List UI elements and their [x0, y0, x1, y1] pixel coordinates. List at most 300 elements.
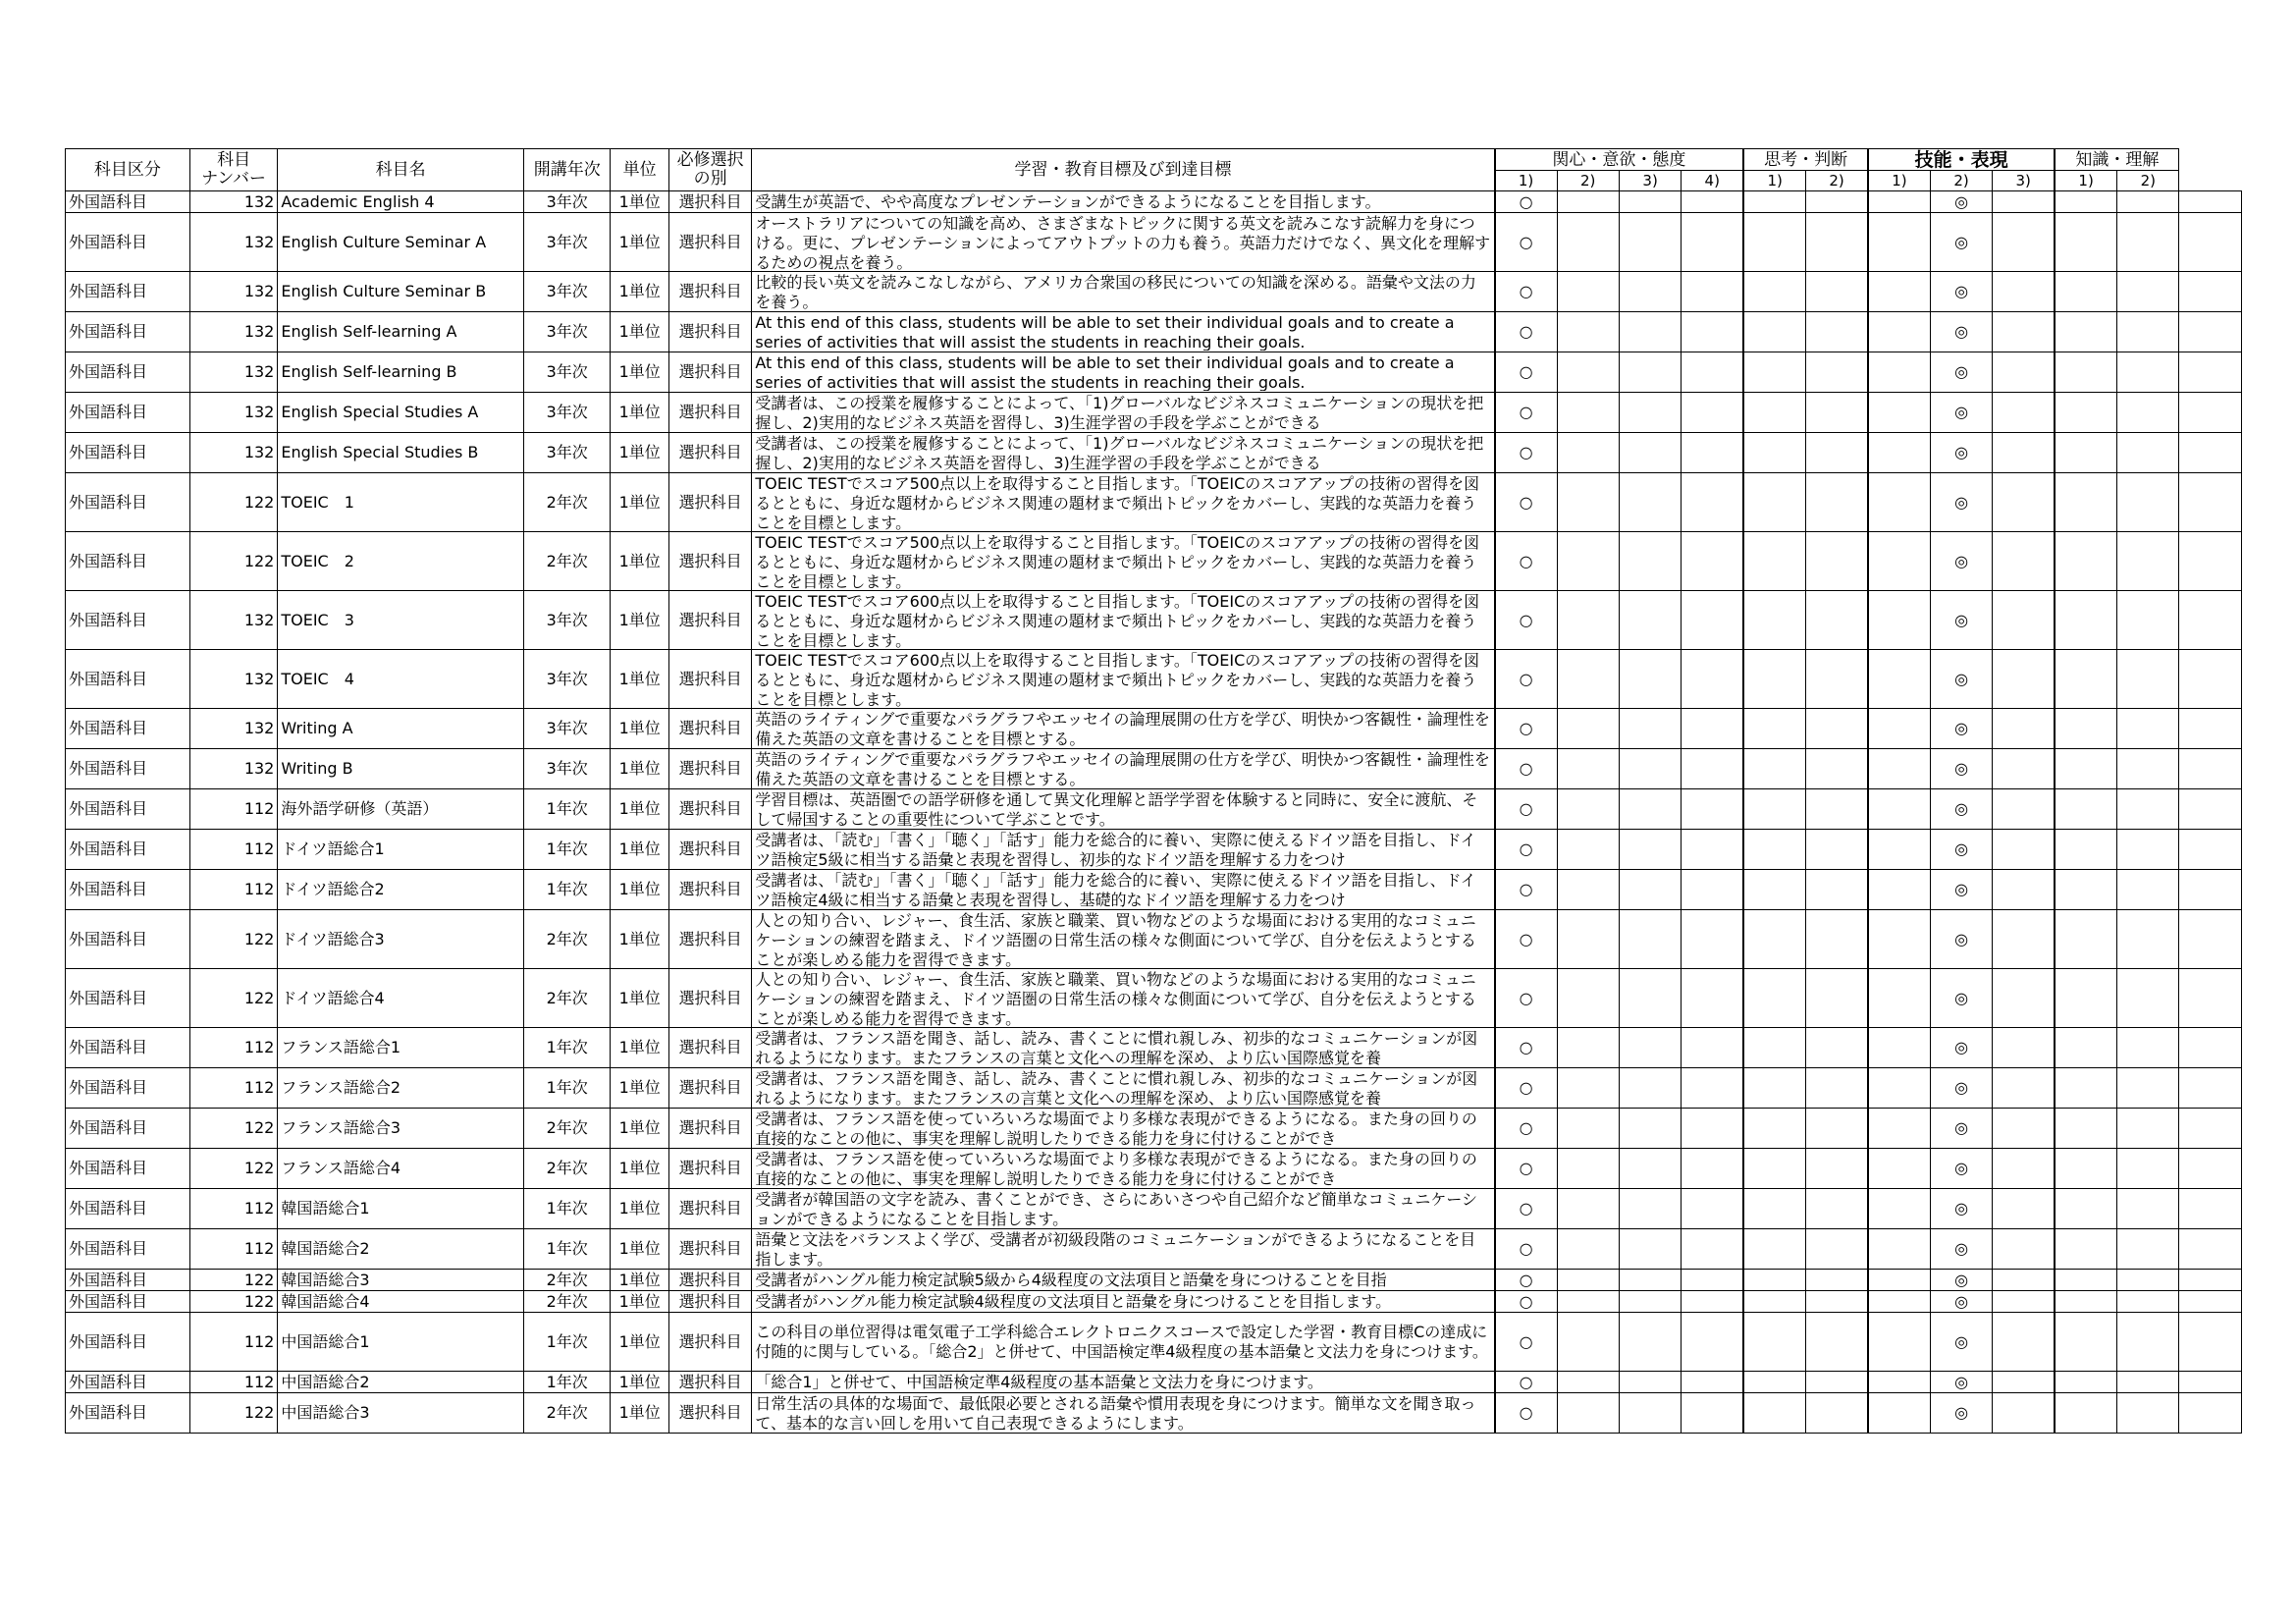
cell-credit: 1単位 — [611, 352, 668, 393]
goal-text: 日常生活の具体的な場面で、最低限必要とされる語彙や慣用表現を身につけます。簡単な文を聞き取って、基本的な言い回しを用いて自己表現できるようにします。 — [755, 1394, 1476, 1432]
mark-circle: ○ — [1495, 1229, 1557, 1270]
cell-mark — [2055, 272, 2116, 312]
table-row — [66, 312, 2242, 352]
cell-mark — [2179, 910, 2242, 969]
cell-mark — [2055, 591, 2116, 650]
goal-text: 受講者は、この授業を履修することによって、「1)グローバルなビジネスコミュニケーションの現状を把握し、2)実用的なビジネス英語を習得し、3)生涯学習の手段を学ぶことができる — [755, 434, 1484, 471]
cell-credit: 1単位 — [611, 789, 668, 830]
mark-circle: ○ — [1495, 1372, 1557, 1393]
cell-mark — [2117, 352, 2179, 393]
cell-mark — [2055, 433, 2116, 473]
cell-course-name: English Culture Seminar B — [278, 272, 524, 312]
cell-course-name: TOEIC 4 — [278, 650, 524, 709]
cell-mark — [1619, 1028, 1681, 1068]
goal-text: 受講者がハングル能力検定試験4級程度の文法項目と語彙を身につけることを目指します。 — [755, 1292, 1392, 1311]
cell-mark — [2117, 1149, 2179, 1189]
cell-mark — [1682, 473, 1743, 532]
cell-goal — [752, 830, 1495, 870]
mark-double-circle: ◎ — [1930, 312, 1992, 352]
cell-mark — [2117, 473, 2179, 532]
header-sub: 1) — [1495, 171, 1557, 191]
cell-category: 外国語科目 — [66, 1149, 190, 1189]
header-sub: 4) — [1682, 171, 1743, 191]
cell-credit: 1単位 — [611, 749, 668, 789]
cell-category: 外国語科目 — [66, 910, 190, 969]
cell-mark — [1557, 969, 1619, 1028]
cell-credit: 1単位 — [611, 1189, 668, 1229]
cell-mark — [2117, 789, 2179, 830]
cell-mark — [1682, 830, 1743, 870]
mark-double-circle: ◎ — [1930, 969, 1992, 1028]
cell-mark — [1868, 1270, 1930, 1291]
cell-credit: 1単位 — [611, 650, 668, 709]
cell-category: 外国語科目 — [66, 1028, 190, 1068]
cell-mark — [1743, 1393, 1805, 1434]
cell-goal — [752, 1068, 1495, 1109]
cell-credit: 1単位 — [611, 870, 668, 910]
cell-credit: 1単位 — [611, 1291, 668, 1313]
cell-mark — [1743, 1189, 1805, 1229]
header-name: 科目名 — [278, 149, 524, 191]
mark-double-circle: ◎ — [1930, 830, 1992, 870]
cell-year: 1年次 — [523, 870, 611, 910]
cell-mark — [2117, 1028, 2179, 1068]
header-sub: 1) — [2055, 171, 2116, 191]
table-row — [66, 433, 2242, 473]
cell-mark — [1619, 910, 1681, 969]
cell-mark — [1868, 191, 1930, 213]
cell-mark — [1682, 191, 1743, 213]
cell-mark — [1743, 1109, 1805, 1149]
mark-double-circle: ◎ — [1930, 213, 1992, 272]
cell-mark — [1682, 709, 1743, 749]
cell-required: 選択科目 — [668, 1372, 752, 1393]
cell-mark — [2055, 1291, 2116, 1313]
cell-mark — [1868, 830, 1930, 870]
cell-year: 3年次 — [523, 433, 611, 473]
cell-mark — [1682, 1313, 1743, 1372]
cell-mark — [2055, 1313, 2116, 1372]
cell-mark — [1993, 1068, 2055, 1109]
cell-mark — [1557, 312, 1619, 352]
mark-double-circle: ◎ — [1930, 1109, 1992, 1149]
cell-mark — [1806, 969, 1868, 1028]
cell-mark — [1743, 393, 1805, 433]
cell-course-name: Writing A — [278, 709, 524, 749]
table-row — [66, 1372, 2242, 1393]
cell-mark — [1619, 1068, 1681, 1109]
cell-mark — [1868, 709, 1930, 749]
cell-mark — [1806, 709, 1868, 749]
table-row — [66, 709, 2242, 749]
cell-course-name: フランス語総合2 — [278, 1068, 524, 1109]
cell-mark — [2117, 749, 2179, 789]
cell-mark — [2179, 532, 2242, 591]
cell-mark — [2179, 1291, 2242, 1313]
cell-mark — [1743, 830, 1805, 870]
cell-mark — [2179, 433, 2242, 473]
cell-mark — [1619, 272, 1681, 312]
cell-required: 選択科目 — [668, 650, 752, 709]
cell-mark — [2179, 191, 2242, 213]
cell-mark — [1557, 1028, 1619, 1068]
cell-mark — [1619, 473, 1681, 532]
cell-required: 選択科目 — [668, 433, 752, 473]
cell-category: 外国語科目 — [66, 473, 190, 532]
cell-mark — [1993, 1270, 2055, 1291]
cell-mark — [1682, 1149, 1743, 1189]
header-group-thinking: 思考・判断 — [1743, 149, 1868, 171]
goal-text: この科目の単位習得は電気電子工学科総合エレクトロニクスコースで設定した学習・教育目標Cの達成に付随的に関与している。「総合2」と併せて、中国語検定準4級程度の基本語彙と文法力を身につけます。 — [755, 1322, 1488, 1361]
cell-mark — [2117, 969, 2179, 1028]
mark-double-circle: ◎ — [1930, 272, 1992, 312]
goal-text: TOEIC TESTでスコア600点以上を取得すること目指します。「TOEICのスコアアップの技術の習得を図るとともに、身近な題材からビジネス関連の題材まで頻出トピックをカバーし、実践的な英語力を養うことを目標とします。 — [755, 592, 1480, 648]
cell-mark — [2117, 532, 2179, 591]
cell-mark — [1557, 1313, 1619, 1372]
cell-number: 122 — [189, 473, 278, 532]
cell-year: 1年次 — [523, 1068, 611, 1109]
cell-mark — [2179, 1149, 2242, 1189]
cell-goal — [752, 870, 1495, 910]
cell-year: 3年次 — [523, 393, 611, 433]
cell-goal — [752, 1291, 1495, 1313]
mark-double-circle: ◎ — [1930, 1068, 1992, 1109]
cell-mark — [1557, 1270, 1619, 1291]
cell-category: 外国語科目 — [66, 393, 190, 433]
cell-mark — [2179, 1372, 2242, 1393]
cell-number: 122 — [189, 532, 278, 591]
cell-mark — [1619, 433, 1681, 473]
cell-mark — [1619, 1189, 1681, 1229]
cell-mark — [1743, 191, 1805, 213]
cell-mark — [1557, 830, 1619, 870]
mark-double-circle: ◎ — [1930, 1291, 1992, 1313]
cell-course-name: 韓国語総合1 — [278, 1189, 524, 1229]
cell-mark — [2117, 1229, 2179, 1270]
cell-mark — [2117, 191, 2179, 213]
cell-mark — [2179, 213, 2242, 272]
table-row — [66, 650, 2242, 709]
cell-mark — [1619, 393, 1681, 433]
cell-required: 選択科目 — [668, 789, 752, 830]
cell-mark — [1868, 1109, 1930, 1149]
table-row — [66, 1149, 2242, 1189]
cell-mark — [1868, 393, 1930, 433]
cell-mark — [1682, 272, 1743, 312]
cell-required: 選択科目 — [668, 1028, 752, 1068]
cell-mark — [1993, 1028, 2055, 1068]
mark-circle: ○ — [1495, 312, 1557, 352]
cell-mark — [1557, 473, 1619, 532]
cell-required: 選択科目 — [668, 393, 752, 433]
cell-mark — [1743, 312, 1805, 352]
cell-mark — [1743, 1229, 1805, 1270]
cell-category: 外国語科目 — [66, 709, 190, 749]
cell-mark — [2117, 910, 2179, 969]
cell-number: 112 — [189, 870, 278, 910]
cell-mark — [2055, 749, 2116, 789]
cell-mark — [1993, 709, 2055, 749]
cell-year: 1年次 — [523, 1313, 611, 1372]
mark-double-circle: ◎ — [1930, 1229, 1992, 1270]
cell-mark — [1993, 312, 2055, 352]
goal-text: 受講者は、「読む」「書く」「聴く」「話す」能力を総合的に養い、実際に使えるドイツ語を目指し、ドイツ語検定5級に相当する語彙と表現を習得し、初歩的なドイツ語を理解する力をつけ — [755, 831, 1476, 868]
cell-mark — [1557, 709, 1619, 749]
cell-goal — [752, 1229, 1495, 1270]
table-row — [66, 1270, 2242, 1291]
cell-goal — [752, 591, 1495, 650]
cell-category: 外国語科目 — [66, 1393, 190, 1434]
cell-mark — [1806, 352, 1868, 393]
cell-mark — [1868, 1313, 1930, 1372]
cell-category: 外国語科目 — [66, 1270, 190, 1291]
cell-mark — [1619, 830, 1681, 870]
goal-text: 語彙と文法をバランスよく学び、受講者が初級段階のコミュニケーションができるようになることを目指します。 — [755, 1230, 1476, 1268]
mark-circle: ○ — [1495, 1149, 1557, 1189]
table-row — [66, 272, 2242, 312]
table-row — [66, 1068, 2242, 1109]
cell-mark — [1682, 393, 1743, 433]
cell-mark — [1619, 1291, 1681, 1313]
cell-mark — [1806, 1149, 1868, 1189]
cell-mark — [1806, 870, 1868, 910]
cell-mark — [1868, 969, 1930, 1028]
cell-mark — [2055, 1028, 2116, 1068]
cell-category: 外国語科目 — [66, 749, 190, 789]
cell-mark — [1619, 709, 1681, 749]
cell-year: 3年次 — [523, 213, 611, 272]
cell-mark — [1806, 1229, 1868, 1270]
cell-mark — [1619, 1313, 1681, 1372]
cell-required: 選択科目 — [668, 213, 752, 272]
cell-goal — [752, 433, 1495, 473]
cell-credit: 1単位 — [611, 591, 668, 650]
cell-year: 2年次 — [523, 969, 611, 1028]
cell-mark — [1743, 1149, 1805, 1189]
cell-mark — [1868, 1229, 1930, 1270]
cell-category: 外国語科目 — [66, 1229, 190, 1270]
cell-mark — [1682, 352, 1743, 393]
cell-mark — [1806, 433, 1868, 473]
table-row — [66, 870, 2242, 910]
cell-credit: 1単位 — [611, 1393, 668, 1434]
cell-number: 132 — [189, 352, 278, 393]
cell-mark — [1557, 433, 1619, 473]
cell-mark — [1868, 591, 1930, 650]
mark-double-circle: ◎ — [1930, 1270, 1992, 1291]
cell-category: 外国語科目 — [66, 213, 190, 272]
cell-number: 132 — [189, 650, 278, 709]
cell-mark — [2179, 650, 2242, 709]
cell-mark — [1682, 591, 1743, 650]
cell-goal — [752, 1270, 1495, 1291]
mark-circle: ○ — [1495, 830, 1557, 870]
cell-goal — [752, 352, 1495, 393]
cell-credit: 1単位 — [611, 910, 668, 969]
cell-mark — [2179, 749, 2242, 789]
cell-mark — [2117, 709, 2179, 749]
cell-category: 外国語科目 — [66, 870, 190, 910]
cell-number: 112 — [189, 1189, 278, 1229]
cell-required: 選択科目 — [668, 1189, 752, 1229]
cell-goal — [752, 709, 1495, 749]
table-body — [66, 191, 2242, 1434]
mark-double-circle: ◎ — [1930, 433, 1992, 473]
cell-mark — [1993, 191, 2055, 213]
cell-mark — [1868, 473, 1930, 532]
cell-mark — [1868, 1028, 1930, 1068]
cell-mark — [1993, 1313, 2055, 1372]
table-row — [66, 1291, 2242, 1313]
cell-number: 122 — [189, 1291, 278, 1313]
cell-required: 選択科目 — [668, 1229, 752, 1270]
table-row — [66, 591, 2242, 650]
cell-year: 2年次 — [523, 473, 611, 532]
mark-double-circle: ◎ — [1930, 352, 1992, 393]
cell-mark — [2055, 969, 2116, 1028]
cell-mark — [1682, 969, 1743, 1028]
mark-circle: ○ — [1495, 1028, 1557, 1068]
cell-course-name: ドイツ語総合4 — [278, 969, 524, 1028]
cell-goal — [752, 213, 1495, 272]
cell-mark — [2117, 1393, 2179, 1434]
cell-mark — [1993, 473, 2055, 532]
goal-text: 学習目標は、英語圏での語学研修を通して異文化理解と語学学習を体験すると同時に、安全に渡航、そして帰国することの重要性について学ぶことです。 — [755, 790, 1478, 828]
cell-year: 3年次 — [523, 352, 611, 393]
cell-mark — [1868, 272, 1930, 312]
mark-circle: ○ — [1495, 1189, 1557, 1229]
cell-mark — [1868, 352, 1930, 393]
cell-number: 122 — [189, 1109, 278, 1149]
cell-course-name: ドイツ語総合3 — [278, 910, 524, 969]
mark-double-circle: ◎ — [1930, 910, 1992, 969]
cell-mark — [1743, 1372, 1805, 1393]
mark-circle: ○ — [1495, 191, 1557, 213]
cell-year: 3年次 — [523, 650, 611, 709]
cell-required: 選択科目 — [668, 591, 752, 650]
cell-category: 外国語科目 — [66, 191, 190, 213]
cell-mark — [1993, 870, 2055, 910]
cell-mark — [2179, 969, 2242, 1028]
mark-double-circle: ◎ — [1930, 650, 1992, 709]
cell-course-name: 中国語総合3 — [278, 1393, 524, 1434]
cell-mark — [1743, 352, 1805, 393]
cell-mark — [2055, 910, 2116, 969]
cell-goal — [752, 969, 1495, 1028]
cell-mark — [2117, 870, 2179, 910]
cell-mark — [1993, 433, 2055, 473]
table-row — [66, 1393, 2242, 1434]
cell-mark — [2055, 312, 2116, 352]
mark-circle: ○ — [1495, 1270, 1557, 1291]
header-group-knowledge: 知識・理解 — [2055, 149, 2179, 171]
goal-text: 受講者が韓国語の文字を読み、書くことができ、さらにあいさつや自己紹介など簡単なコミュニケーションができるようになることを目指します。 — [755, 1190, 1478, 1227]
cell-goal — [752, 789, 1495, 830]
cell-course-name: Academic English 4 — [278, 191, 524, 213]
cell-mark — [1743, 709, 1805, 749]
cell-number: 132 — [189, 433, 278, 473]
table-row — [66, 473, 2242, 532]
cell-year: 2年次 — [523, 1393, 611, 1434]
cell-mark — [1993, 830, 2055, 870]
cell-mark — [1682, 1109, 1743, 1149]
cell-required: 選択科目 — [668, 830, 752, 870]
cell-mark — [1743, 749, 1805, 789]
cell-mark — [1619, 1109, 1681, 1149]
goal-text: TOEIC TESTでスコア500点以上を取得すること目指します。「TOEICのスコアアップの技術の習得を図るとともに、身近な題材からビジネス関連の題材まで頻出トピックをカバーし、実践的な英語力を養うことを目標とします。 — [755, 474, 1480, 530]
mark-circle: ○ — [1495, 749, 1557, 789]
table-row — [66, 969, 2242, 1028]
cell-course-name: TOEIC 2 — [278, 532, 524, 591]
cell-course-name: 海外語学研修（英語） — [278, 789, 524, 830]
cell-year: 3年次 — [523, 191, 611, 213]
cell-mark — [1557, 789, 1619, 830]
mark-circle: ○ — [1495, 272, 1557, 312]
cell-number: 132 — [189, 709, 278, 749]
cell-mark — [1743, 789, 1805, 830]
cell-category: 外国語科目 — [66, 1189, 190, 1229]
cell-mark — [1806, 1109, 1868, 1149]
header-sub: 2) — [2117, 171, 2179, 191]
cell-mark — [1806, 1393, 1868, 1434]
cell-required: 選択科目 — [668, 1270, 752, 1291]
mark-circle: ○ — [1495, 969, 1557, 1028]
cell-course-name: 中国語総合2 — [278, 1372, 524, 1393]
cell-number: 112 — [189, 789, 278, 830]
cell-mark — [1993, 1372, 2055, 1393]
cell-mark — [2055, 1189, 2116, 1229]
cell-mark — [1743, 473, 1805, 532]
header-sub: 3) — [1993, 171, 2055, 191]
cell-mark — [1557, 870, 1619, 910]
cell-mark — [1557, 1068, 1619, 1109]
cell-mark — [1619, 1270, 1681, 1291]
cell-mark — [1619, 213, 1681, 272]
goal-text: 受講者は、この授業を履修することによって、「1)グローバルなビジネスコミュニケーションの現状を把握し、2)実用的なビジネス英語を習得し、3)生涯学習の手段を学ぶことができる — [755, 394, 1484, 431]
cell-mark — [2117, 1372, 2179, 1393]
cell-required: 選択科目 — [668, 870, 752, 910]
cell-mark — [1557, 910, 1619, 969]
mark-circle: ○ — [1495, 393, 1557, 433]
cell-mark — [1806, 393, 1868, 433]
cell-mark — [1993, 650, 2055, 709]
cell-goal — [752, 272, 1495, 312]
cell-required: 選択科目 — [668, 473, 752, 532]
cell-number: 132 — [189, 591, 278, 650]
header-year: 開講年次 — [523, 149, 611, 191]
cell-category: 外国語科目 — [66, 650, 190, 709]
cell-number: 112 — [189, 1313, 278, 1372]
cell-number: 132 — [189, 191, 278, 213]
cell-mark — [1868, 1189, 1930, 1229]
cell-year: 2年次 — [523, 1270, 611, 1291]
cell-mark — [2055, 789, 2116, 830]
cell-course-name: 韓国語総合3 — [278, 1270, 524, 1291]
cell-mark — [2055, 191, 2116, 213]
cell-required: 選択科目 — [668, 532, 752, 591]
cell-category: 外国語科目 — [66, 532, 190, 591]
cell-mark — [1557, 1372, 1619, 1393]
cell-category: 外国語科目 — [66, 969, 190, 1028]
cell-mark — [1743, 532, 1805, 591]
cell-mark — [1682, 910, 1743, 969]
header-number: 科目 ナンバー — [189, 149, 278, 191]
cell-mark — [1806, 650, 1868, 709]
cell-category: 外国語科目 — [66, 789, 190, 830]
cell-credit: 1単位 — [611, 830, 668, 870]
table-row — [66, 1028, 2242, 1068]
cell-mark — [2117, 830, 2179, 870]
